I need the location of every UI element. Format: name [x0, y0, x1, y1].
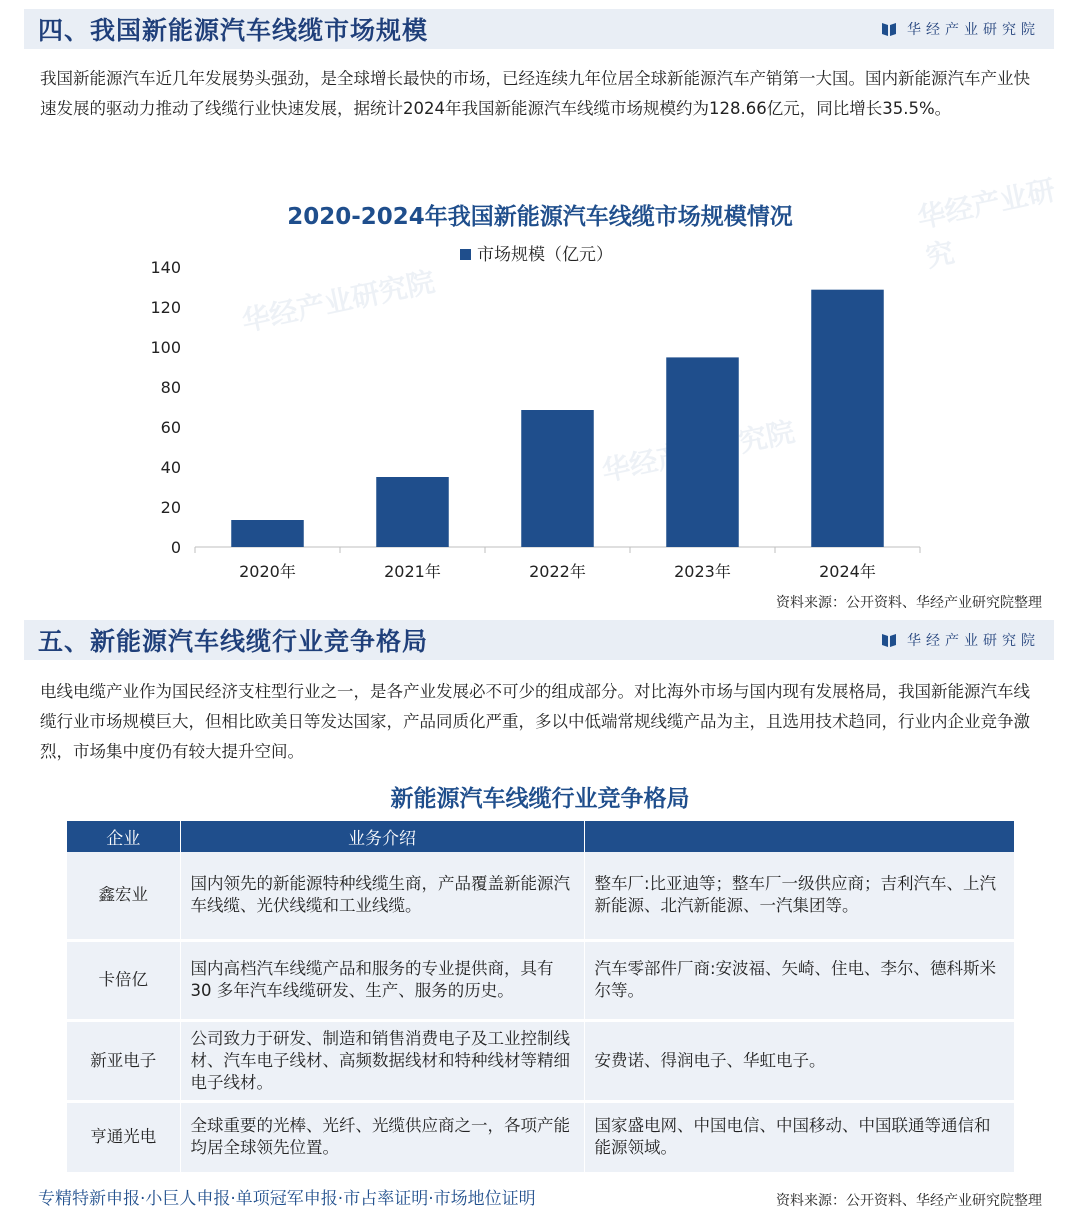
bar — [376, 477, 449, 547]
section5-title: 五、新能源汽车线缆行业竞争格局 — [38, 627, 429, 656]
y-tick-label: 40 — [160, 458, 181, 477]
footer-links[interactable]: 专精特新申报·小巨人申报·单项冠军申报·市占率证明·市场地位证明 — [38, 1189, 536, 1209]
legend-label: 市场规模（亿元） — [477, 245, 613, 265]
x-tick-label: 2021年 — [384, 562, 441, 581]
table-row — [67, 1101, 1014, 1173]
bar — [811, 290, 884, 547]
section5-paragraph: 电线电缆产业作为国民经济支柱型行业之一，是各产业发展必不可少的组成部分。对比海外市场与国内现有发展格局，我国新能源汽车线缆行业市场规模巨大，但相比欧美日等发达国家，产品同质化严重，多以中低端常规线缆产品为主，且选用技术趋同，行业内企业竞争激烈，市场集中度仍有较大提升空间。 — [40, 682, 1030, 761]
watermark: 华经产业研究院 — [239, 264, 438, 338]
table-row — [67, 852, 1014, 940]
business-cell: 国内领先的新能源特种线缆生商，产品覆盖新能源汽车线缆、光伏线缆和工业线缆。 — [180, 852, 584, 940]
brand-logo-icon — [881, 632, 897, 648]
y-tick-label: 140 — [150, 258, 181, 277]
competition-table — [67, 821, 1014, 1175]
brand-name: 华经产业研究院 — [907, 633, 1040, 649]
x-tick-label: 2020年 — [239, 562, 296, 581]
company-cell: 鑫宏业 — [67, 852, 180, 940]
section4-header — [24, 9, 1054, 49]
table-header-cell — [584, 821, 1014, 852]
brand — [881, 19, 1040, 39]
y-tick-label: 80 — [160, 378, 181, 397]
table-header-cell: 业务介绍 — [180, 821, 584, 852]
bar — [666, 357, 739, 547]
table-header-cell: 企业 — [67, 821, 180, 852]
section4-source: 资料来源：公开资料、华经产业研究院整理 — [776, 595, 1042, 611]
legend-swatch — [460, 249, 471, 260]
brand — [881, 630, 1040, 650]
section4-paragraph: 我国新能源汽车近几年发展势头强劲，是全球增长最快的市场，已经连续九年位居全球新能源汽车产销第一大国。国内新能源汽车产业快速发展的驱动力推动了线缆行业快速发展，据统计2024年我国新能源汽车线缆市场规模约为128.66亿元，同比增长35.5%。 — [40, 69, 1030, 118]
company-cell: 卡倍亿 — [67, 940, 180, 1020]
y-tick-label: 100 — [150, 338, 181, 357]
x-tick-label: 2024年 — [819, 562, 876, 581]
customer-cell: 整车厂:比亚迪等；整车厂一级供应商；吉利汽车、上汽新能源、北汽新能源、一汽集团等。 — [584, 852, 1014, 940]
company-cell: 新亚电子 — [67, 1020, 180, 1101]
x-tick-label: 2022年 — [529, 562, 586, 581]
table-header-row — [67, 821, 1014, 852]
section5-header — [24, 620, 1054, 660]
bar-chart — [140, 240, 940, 590]
section5-source: 资料来源：公开资料、华经产业研究院整理 — [776, 1193, 1042, 1209]
table-row — [67, 940, 1014, 1020]
bar — [231, 520, 304, 547]
y-tick-label: 60 — [160, 418, 181, 437]
customer-cell: 安费诺、得润电子、华虹电子。 — [584, 1020, 1014, 1101]
bar — [521, 410, 594, 547]
business-cell: 公司致力于研发、制造和销售消费电子及工业控制线材、汽车电子线材、高频数据线材和特种线材等精细电子线材。 — [180, 1020, 584, 1101]
table-title: 新能源汽车线缆行业竞争格局 — [390, 786, 690, 812]
customer-cell: 汽车零部件厂商:安波福、矢崎、住电、李尔、德科斯米尔等。 — [584, 940, 1014, 1020]
section4-title: 四、我国新能源汽车线缆市场规模 — [38, 16, 429, 45]
competition-table-wrap — [67, 821, 1014, 1175]
customer-cell: 国家盛电网、中国电信、中国移动、中国联通等通信和能源领域。 — [584, 1101, 1014, 1173]
x-tick-label: 2023年 — [674, 562, 731, 581]
y-tick-label: 20 — [160, 498, 181, 517]
brand-name: 华经产业研究院 — [907, 22, 1040, 38]
business-cell: 国内高档汽车线缆产品和服务的专业提供商，具有 30 多年汽车线缆研发、生产、服务的历史。 — [180, 940, 584, 1020]
brand-logo-icon — [881, 21, 897, 37]
chart-title: 2020-2024年我国新能源汽车线缆市场规模情况 — [287, 204, 793, 230]
company-cell: 亨通光电 — [67, 1101, 180, 1173]
y-tick-label: 0 — [170, 538, 181, 557]
business-cell: 全球重要的光棒、光纤、光缆供应商之一，各项产能均居全球领先位置。 — [180, 1101, 584, 1173]
table-row — [67, 1020, 1014, 1101]
y-tick-label: 120 — [150, 298, 181, 317]
watermark: 华经产业研究 — [914, 173, 1059, 274]
